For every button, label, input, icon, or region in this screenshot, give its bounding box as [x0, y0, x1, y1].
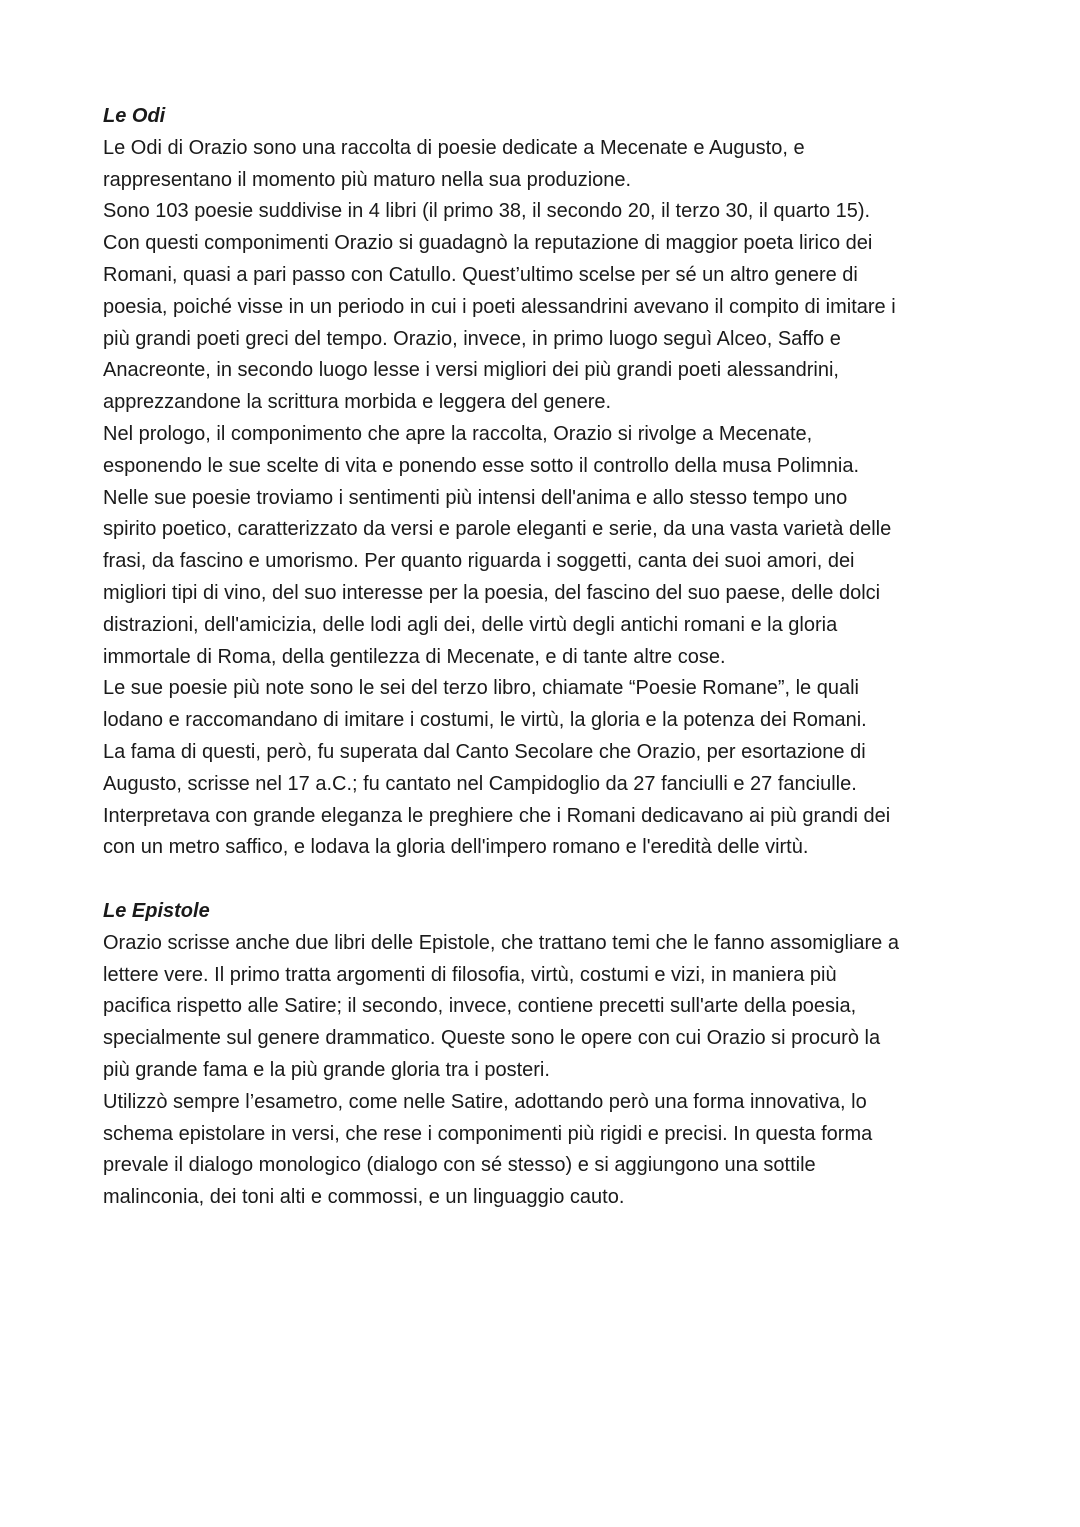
- text-line: Nel prologo, il componimento che apre la raccolta, Orazio si rivolge a Mecenate,: [103, 422, 813, 445]
- text-line: migliori tipi di vino, del suo interesse per la poesia, del fascino del suo paese, delle dolci: [103, 581, 881, 604]
- text-line: immortale di Roma, della gentilezza di Mecenate, e di tante altre cose.: [103, 645, 726, 668]
- text-line: con un metro saffico, e lodava la gloria dell'impero romano e l'eredità delle virtù.: [103, 836, 809, 859]
- section-title: Le Epistole: [103, 899, 210, 922]
- text-line: Orazio scrisse anche due libri delle Epistole, che trattano temi che le fanno assomigliare a: [103, 931, 899, 954]
- text-line: schema epistolare in versi, che rese i componimenti più rigidi e precisi. In questa forma: [103, 1122, 873, 1145]
- section-body: [103, 928, 1003, 1214]
- text-line: lodano e raccomandano di imitare i costumi, le virtù, la gloria e la potenza dei Romani.: [103, 709, 867, 732]
- text-line: Utilizzò sempre l’esametro, come nelle Satire, adottando però una forma innovativa, lo: [103, 1090, 867, 1113]
- text-line: Anacreonte, in secondo luogo lesse i versi migliori dei più grandi poeti alessandrini,: [103, 359, 839, 382]
- text-line: pacifica rispetto alle Satire; il secondo, invece, contiene precetti sull'arte della poesia,: [103, 995, 857, 1018]
- text-line: distrazioni, dell'amicizia, delle lodi agli dei, delle virtù degli antichi romani e la gloria: [103, 613, 838, 636]
- section-spacer: [103, 864, 1003, 896]
- text-line: più grandi poeti greci del tempo. Orazio, invece, in primo luogo seguì Alceo, Saffo e: [103, 327, 841, 350]
- text-line: esponendo le sue scelte di vita e ponendo esse sotto il controllo della musa Polimnia.: [103, 454, 860, 477]
- text-line: spirito poetico, caratterizzato da versi e parole eleganti e serie, da una vasta varietà delle: [103, 518, 892, 541]
- document-page: [103, 101, 1003, 1214]
- text-line: rappresentano il momento più maturo nella sua produzione.: [103, 168, 632, 191]
- text-line: lettere vere. Il primo tratta argomenti di filosofia, virtù, costumi e vizi, in maniera più: [103, 963, 837, 986]
- text-line: Le Odi di Orazio sono una raccolta di poesie dedicate a Mecenate e Augusto, e: [103, 136, 805, 159]
- section-title: Le Odi: [103, 105, 166, 127]
- text-line: Augusto, scrisse nel 17 a.C.; fu cantato nel Campidoglio da 27 fanciulli e 27 fanciulle.: [103, 772, 857, 795]
- text-line: poesia, poiché visse in un periodo in cui i poeti alessandrini avevano il compito di imitare i: [103, 295, 896, 318]
- text-line: frasi, da fascino e umorismo. Per quanto riguarda i soggetti, canta dei suoi amori, dei: [103, 550, 855, 573]
- section-body: [103, 133, 1003, 864]
- text-line: più grande fama e la più grande gloria tra i posteri.: [103, 1058, 550, 1081]
- text-line: specialmente sul genere drammatico. Queste sono le opere con cui Orazio si procurò la: [103, 1027, 881, 1050]
- text-line: Interpretava con grande eleganza le preghiere che i Romani dedicavano ai più grandi dei: [103, 804, 891, 827]
- text-line: malinconia, dei toni alti e commossi, e un linguaggio cauto.: [103, 1186, 625, 1209]
- text-line: Nelle sue poesie troviamo i sentimenti più intensi dell'anima e allo stesso tempo uno: [103, 486, 848, 509]
- text-line: La fama di questi, però, fu superata dal Canto Secolare che Orazio, per esortazione di: [103, 740, 866, 763]
- section-epistole: [103, 896, 1003, 1214]
- text-line: Le sue poesie più note sono le sei del terzo libro, chiamate “Poesie Romane”, le quali: [103, 677, 859, 700]
- text-line: prevale il dialogo monologico (dialogo con sé stesso) e si aggiungono una sottile: [103, 1154, 816, 1177]
- text-line: Romani, quasi a pari passo con Catullo. Quest’ultimo scelse per sé un altro genere di: [103, 263, 858, 286]
- text-line: Sono 103 poesie suddivise in 4 libri (il primo 38, il secondo 20, il terzo 30, il quarto 15).: [103, 200, 871, 223]
- section-odi: [103, 101, 1003, 864]
- text-line: apprezzandone la scrittura morbida e leggera del genere.: [103, 391, 612, 414]
- text-line: Con questi componimenti Orazio si guadagnò la reputazione di maggior poeta lirico dei: [103, 232, 873, 255]
